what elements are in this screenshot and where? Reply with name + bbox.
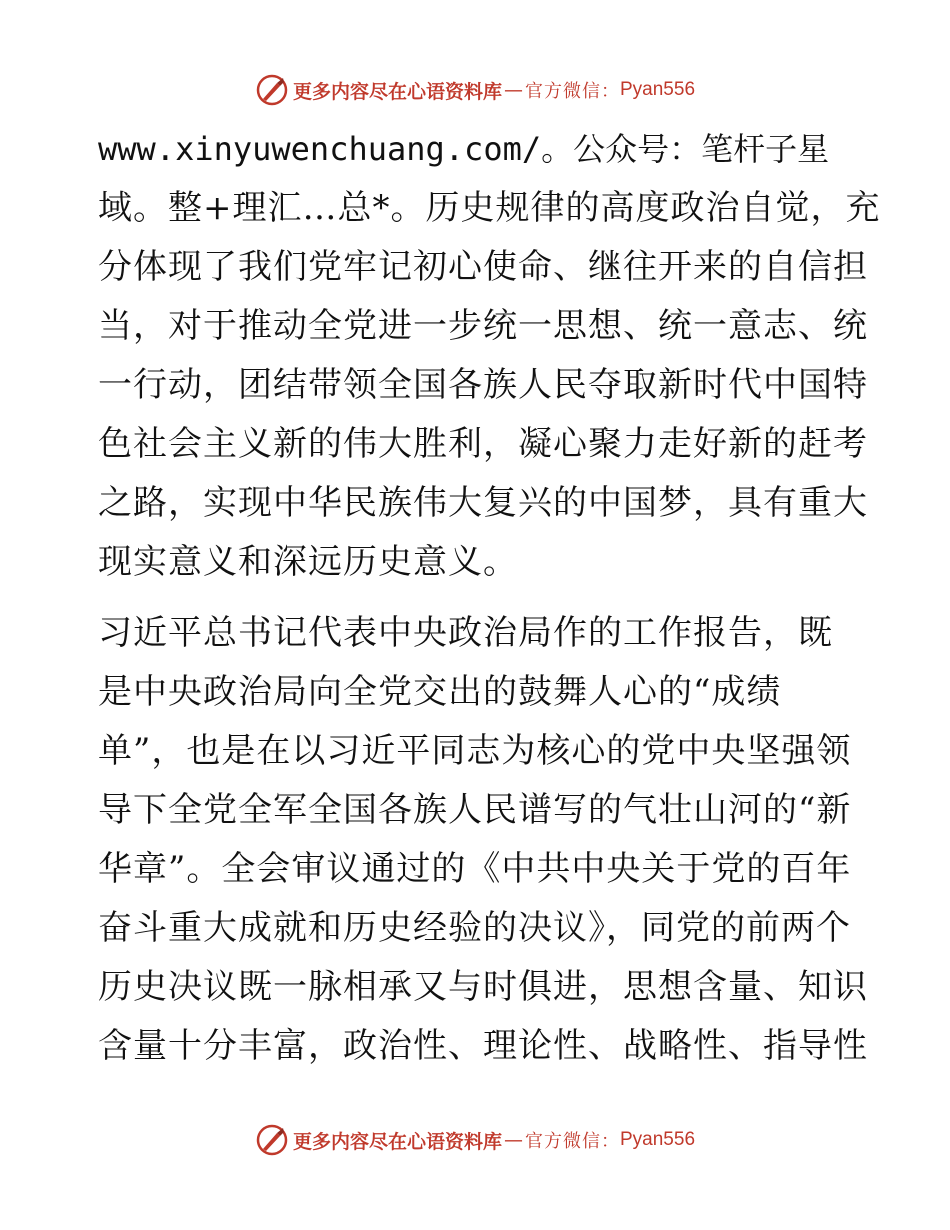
paragraph-1 xyxy=(98,120,881,592)
header-site-name: 更多内容尽在心语资料库 xyxy=(292,80,502,103)
text-line: 现实意义和深远历史意义。 xyxy=(98,542,518,582)
text-line: 习近平总书记代表中央政治局作的工作报告，既 xyxy=(98,613,833,653)
text-line: 单”，也是在以习近平同志为核心的党中央坚强领 xyxy=(98,731,852,771)
text-line: 当，对于推动全党进一步统一思想、统一意志、统 xyxy=(98,306,868,346)
text-line: 华章”。全会审议通过的《中共中央关于党的百年 xyxy=(98,849,852,889)
text-line: 分体现了我们党牢记初心使命、继往开来的自信担 xyxy=(98,247,868,287)
footer-banner xyxy=(0,1120,950,1160)
footer-wechat-label: 官方微信： xyxy=(525,1131,620,1152)
text-line: 域。整+理汇…总*。历史规律的高度政治自觉，充 xyxy=(98,188,881,228)
text-line: 含量十分丰富，政治性、理论性、战略性、指导性 xyxy=(98,1026,868,1066)
footer-site-name: 更多内容尽在心语资料库 xyxy=(292,1130,502,1153)
text-line: 导下全党全军全国各族人民谱写的气壮山河的“新 xyxy=(98,790,852,830)
header-wechat-label: 官方微信： xyxy=(525,81,620,102)
text-line: www.xinyuwenchuang.com/。公众号：笔杆子星 xyxy=(98,130,830,168)
text-line: 之路，实现中华民族伟大复兴的中国梦，具有重大 xyxy=(98,483,868,523)
quill-pen-icon xyxy=(255,1123,289,1157)
paragraph-2 xyxy=(98,604,868,1076)
footer-dash: — xyxy=(504,1129,523,1151)
text-line: 一行动，团结带领全国各族人民夺取新时代中国特 xyxy=(98,365,868,405)
document-body xyxy=(98,120,881,1076)
text-line: 奋斗重大成就和历史经验的决议》，同党的前两个 xyxy=(98,908,851,948)
quill-pen-icon xyxy=(255,73,289,107)
footer-wechat-id: Pyan556 xyxy=(620,1129,696,1150)
text-line: 色社会主义新的伟大胜利，凝心聚力走好新的赶考 xyxy=(98,424,868,464)
text-line: 是中央政治局向全党交出的鼓舞人心的“成绩 xyxy=(98,672,782,712)
header-dash: — xyxy=(504,79,523,101)
paragraph-gap xyxy=(98,592,858,604)
text-line: 历史决议既一脉相承又与时俱进，思想含量、知识 xyxy=(98,967,868,1007)
header-banner xyxy=(0,70,950,110)
header-wechat-id: Pyan556 xyxy=(620,79,696,100)
